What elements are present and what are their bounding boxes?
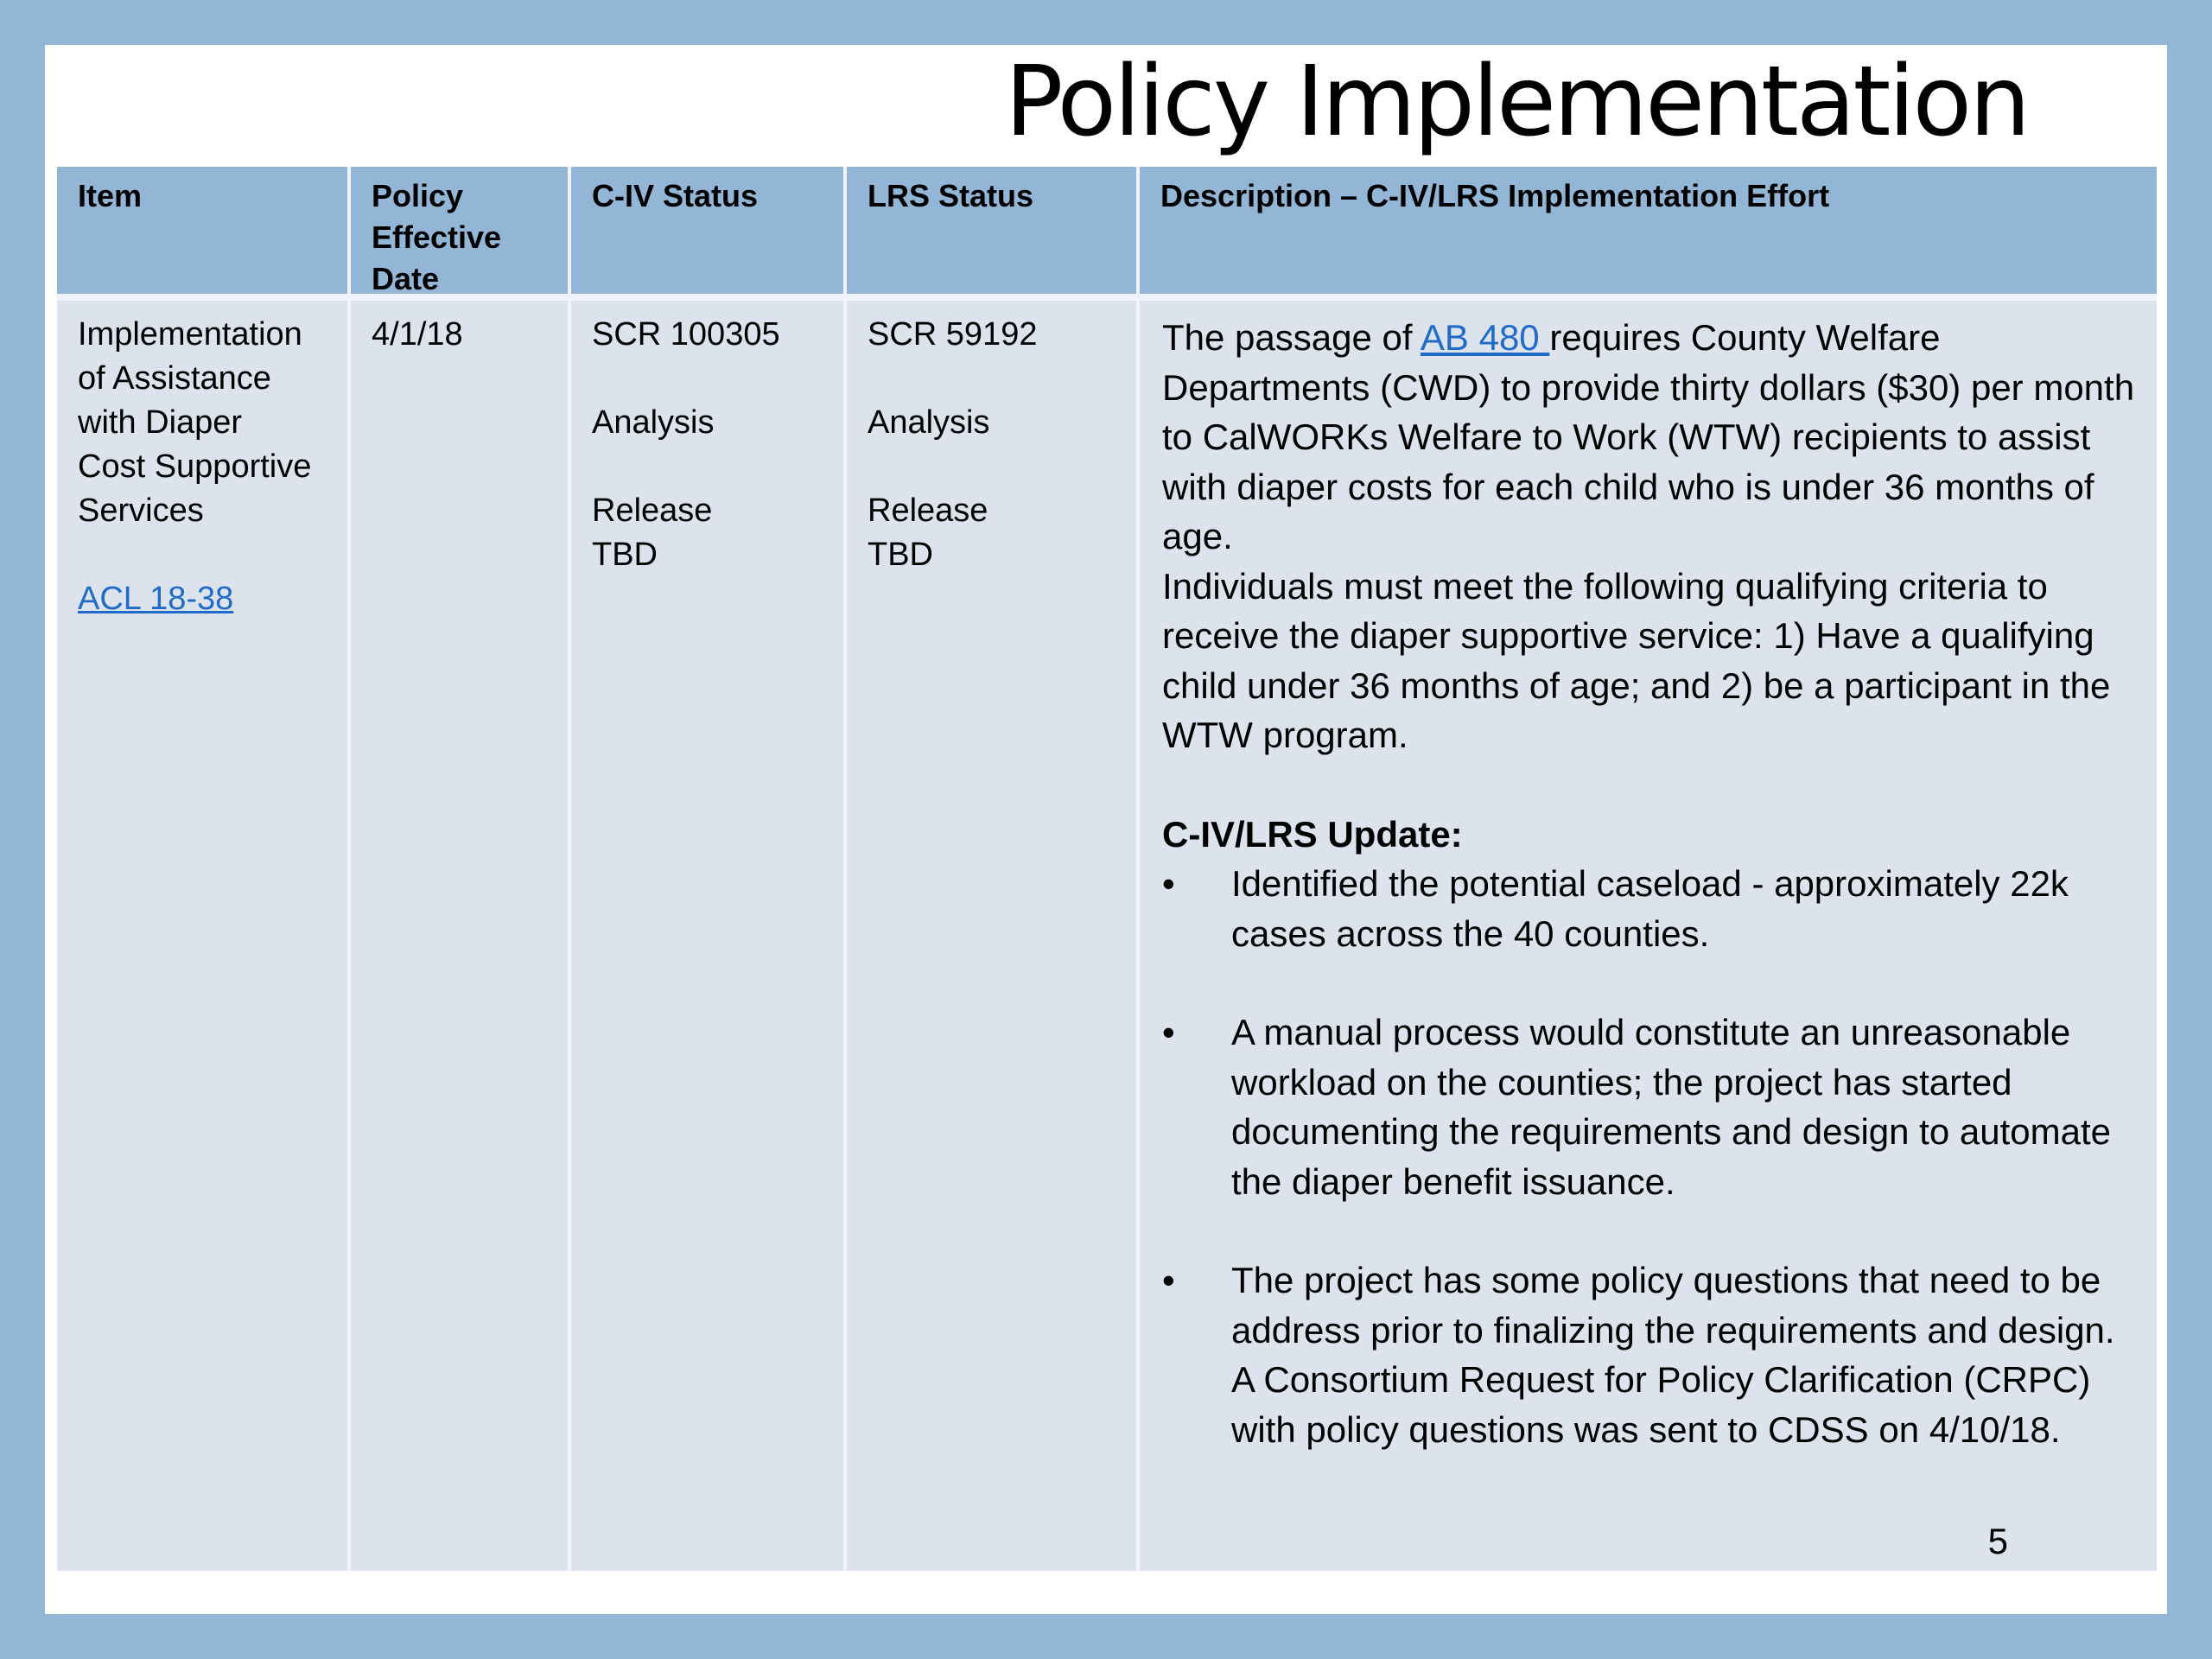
header-date-line: Date <box>372 261 440 296</box>
bullet-icon: • <box>1162 1260 1175 1300</box>
item-line: Services <box>78 493 204 529</box>
cell-item <box>57 301 351 1571</box>
bullet-icon: • <box>1162 863 1175 904</box>
civ-tbd: TBD <box>592 537 658 573</box>
header-description: Description – C-IV/LRS Implementation Effort <box>1140 167 2157 301</box>
bullet-item <box>1162 1007 2138 1206</box>
header-civ-status: C-IV Status <box>571 167 847 301</box>
item-line: of Assistance <box>78 360 271 397</box>
effective-date: 4/1/18 <box>372 316 463 353</box>
bullet-item <box>1162 1255 2138 1454</box>
header-date-line: Policy <box>372 178 464 213</box>
civ-release: Release <box>592 493 713 529</box>
civ-analysis: Analysis <box>592 404 715 441</box>
cell-civ-status <box>571 301 847 1571</box>
lrs-tbd: TBD <box>868 537 933 573</box>
bullet-text: A manual process would constitute an unreasonable workload on the counties; the project has started documenting the requirements and design to automate the diaper benefit issuance. <box>1231 1012 2111 1202</box>
item-line: Implementation <box>78 316 302 353</box>
header-policy-effective-date <box>351 167 571 301</box>
bullet-text: Identified the potential caseload - approximately 22k cases across the 40 counties. <box>1231 863 2069 954</box>
cell-policy-date <box>351 301 571 1571</box>
update-heading: C-IV/LRS Update: <box>1162 813 1463 855</box>
cell-lrs-status <box>847 301 1140 1571</box>
header-lrs-status: LRS Status <box>847 167 1140 301</box>
lrs-release: Release <box>868 493 988 529</box>
desc-pre: The passage of <box>1162 317 1421 358</box>
civ-scr: SCR 100305 <box>592 316 780 353</box>
bullet-item <box>1162 859 2138 958</box>
acl-link[interactable]: ACL 18-38 <box>78 581 234 617</box>
bullet-icon: • <box>1162 1012 1175 1052</box>
header-date-line: Effective <box>372 219 502 255</box>
ab480-link[interactable]: AB 480 <box>1420 317 1550 358</box>
page-title: Policy Implementation <box>1004 46 2029 158</box>
description-criteria: Individuals must meet the following qualifying criteria to receive the diaper supportive service: 1) Have a qualifying child under 36 months of age; and 2) be a participant in the WTW program. <box>1162 565 2111 755</box>
bullet-text: The project has some policy questions that need to be address prior to finalizing the requirements and design. A Consortium Request for Policy Clarification (CRPC) with policy questions was sent to CDSS on 4/10/18. <box>1231 1260 2115 1450</box>
lrs-scr: SCR 59192 <box>868 316 1038 353</box>
description-paragraph <box>1162 313 2138 562</box>
desc-post: requires County Welfare Departments (CWD) to provide thirty dollars ($30) per month to CalWORKs Welfare to Work (WTW) recipients to assist with diaper costs for each child who is under 36 months of age. <box>1162 317 2135 556</box>
item-line: with Diaper <box>78 404 243 441</box>
slide <box>45 45 2167 1614</box>
item-line: Cost Supportive <box>78 448 312 485</box>
policy-table <box>57 167 2157 1571</box>
header-item: Item <box>57 167 351 301</box>
lrs-analysis: Analysis <box>868 404 990 441</box>
cell-description <box>1140 301 2157 1571</box>
page-number: 5 <box>1987 1521 2008 1561</box>
